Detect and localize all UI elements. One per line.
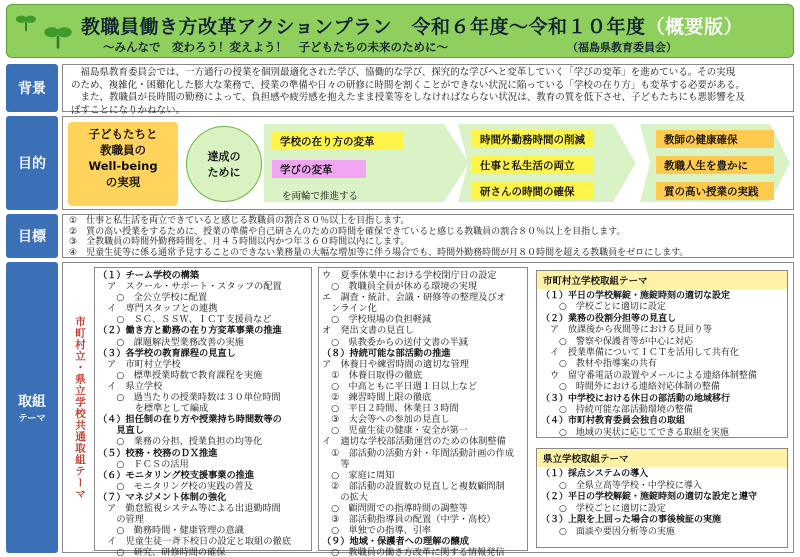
target-item: ② 質の高い授業をするために、授業の準備や自己研さんのための時間を確保できていると感じる教職員の割合８０％以上を目指します。 — [69, 226, 626, 237]
target-item: ① 仕事と私生活を両立できていると感じる教職員の割合８０％以上を目指します。 — [69, 216, 410, 226]
common-theme-column-1 — [94, 267, 312, 557]
prefectural-theme-list — [537, 467, 787, 541]
initiative-item: （２）業務の役割分担等の見直し — [541, 313, 677, 324]
initiative-item: ○ 教材や指導案の共有 — [541, 359, 657, 370]
initiative-item: ○ 教職員全員が休める環境の実現 — [322, 281, 478, 293]
initiative-item: ○ 中高ともに平日週１日以上など — [322, 380, 478, 392]
school-reform-pill: 学校の在り方の変革 — [272, 132, 404, 150]
initiative-item: ア 勤怠監視システム等による出退勤時間 — [98, 502, 281, 514]
initiative-item: ア 休養日や練習時間の適切な管理 — [322, 358, 469, 370]
learning-reform-pill: 学びの変革 — [272, 160, 366, 178]
initiative-item: ○ ＦＣＳの活用 — [98, 458, 189, 470]
title-main: 教職員働き方改革アクションプラン 令和６年度〜令和１０年度 — [81, 16, 646, 38]
municipal-theme-title: 市町村立学校取組テーマ — [537, 271, 787, 289]
initiative-item: ③ 大会等への参加の見直し — [322, 414, 450, 426]
initiative-item: ① 休養日取得の徹底 — [322, 369, 423, 381]
target-item: ④ 児童生徒等に係る通常予見することのできない業務量の大幅な増加等に伴う場合でも、時間外勤務時間が月８０時間を超える教職員をゼロにします。 — [69, 247, 689, 258]
goal-pill-overtime: 時間外勤務時間の削減 — [472, 130, 594, 148]
initiative-item: イ 児童生徒一斉下校日の設定と取組の徹底 — [98, 536, 291, 548]
header-banner — [6, 4, 794, 58]
initiative-item: エ 調査・統計、会議・研修等の整理及びオ — [322, 292, 506, 304]
initiative-item: ○ 教職員の働き方改革に関する情報発信 — [322, 547, 505, 557]
prefectural-theme-box — [536, 448, 788, 548]
initiative-item: ア スクール・サポート・スタッフの配置 — [98, 281, 282, 293]
initiative-item: ○ 児童生徒の健康・安全が第一 — [322, 425, 468, 437]
initiative-item: （７）マネジメント体制の強化 — [98, 491, 227, 503]
wellbeing-line: 子どもたちと — [88, 127, 158, 141]
background-text — [62, 64, 794, 116]
background-line: のため、複雑化・困難化した膨大な業務で、授業の準備や日々の研修に時間を割くことができない状況に陥っている「学校の在り方」も変革する必要がある。 — [71, 79, 745, 91]
both-wheels-note: を両輪で推進する — [282, 191, 359, 202]
initiative-item: （３）各学校の教育課程の見直し — [98, 347, 236, 359]
initiative-item: ○ 顧問間での指導時間の調整等 — [322, 502, 468, 514]
title-suffix: （概要版） — [645, 16, 744, 38]
background-line: 福島県教育委員会では、一方通行の授業を個別最適化された学び、協働的な学び、探究的な学びへと変革していく「学びの変革」を進めている。その実現 — [80, 67, 736, 78]
initiative-item: ③ 部活動指導員の配置（中学・高校） — [322, 514, 496, 526]
initiative-item: ○ 県教委からの送付文書の半減 — [322, 336, 468, 348]
initiative-item: ○ 面談や要因分析等の実施 — [541, 526, 675, 537]
initiative-item: ○ 過当たりの授業時数は３０単位時間 — [98, 392, 281, 404]
initiative-item: （３）上限を上回った場合の事後検証の実施 — [541, 515, 722, 526]
section-label-initiatives — [6, 262, 58, 553]
initiative-item: ○ 全県立高等学校・中学校に導入 — [541, 480, 702, 491]
section-label-purpose: 目的 — [6, 116, 58, 210]
sprout-icon — [15, 11, 37, 33]
initiative-item: ○ 標準授業時数で教育課程を実施 — [98, 369, 263, 381]
initiative-item: ○ 学校ごとに適切に設定 — [541, 503, 666, 514]
common-theme-column-2 — [318, 267, 528, 557]
initiative-item: ○ 勤務時間・健康管理の意識 — [98, 525, 244, 537]
initiative-item: ○ 平日２時間、休業日３時間 — [322, 403, 459, 415]
sprout-icon — [43, 21, 73, 51]
initiative-item: （１）平日の学校解錠・施錠時刻の適切な設定 — [541, 291, 731, 301]
initiative-item: ○ 業務の分担、授業負担の均等化 — [98, 436, 263, 448]
initiative-item: ○ 学校ごとに適切に設定 — [541, 302, 666, 313]
initiative-item: ○ 単独での指導、引率 — [322, 525, 432, 537]
initiative-item: （２）平日の学校解錠・施錠時刻の適切な設定と遵守 — [541, 492, 758, 503]
outcome-pill-career: 教職人生を豊かに — [656, 156, 774, 174]
initiative-item: （６）モニタリング校支援事業の推進 — [98, 469, 255, 481]
page-title — [81, 12, 743, 39]
section-label-target: 目標 — [6, 214, 58, 258]
achievement-cloud — [186, 126, 262, 202]
target-item: ③ 全教職員の時間外勤務時間を、月４５時間以内かつ年３６０時間以内にします。 — [69, 237, 410, 247]
initiative-item: （８）持続可能な部活動の推進 — [322, 347, 451, 359]
initiative-item: イ 適切な学校部活動運営のための体制整備 — [322, 436, 506, 448]
wellbeing-box — [68, 122, 178, 206]
goal-pill-balance: 仕事と私生活の両立 — [472, 156, 594, 174]
initiative-item: の管理 — [98, 514, 144, 526]
initiative-item: ② 部活動の設置数の見直しと複数顧問制 — [322, 480, 505, 492]
initiative-item: ンライン化 — [322, 303, 377, 315]
initiative-item: ○ 研究、研修時間の確保 — [98, 547, 226, 557]
municipal-theme-list — [537, 289, 787, 441]
cloud-line: ために — [207, 166, 241, 179]
organization-name: （福島県教育委員会） — [567, 41, 677, 54]
initiative-item: の拡大 — [322, 491, 368, 503]
initiative-item: ウ 留守番電話の設置やメールによる連絡体制整備 — [541, 370, 757, 381]
initiative-item: ウ 夏季休業中における学校閉庁日の設定 — [322, 270, 497, 281]
initiatives-label: 取組 — [18, 394, 46, 410]
initiative-item: ① 部活動の活動方針・年間活動計画の作成 — [322, 447, 514, 459]
initiatives-sublabel: テーマ — [18, 414, 46, 424]
background-line: また、教職員が長時間の勤務によって、負担感や疲労感を抱えたまま授業等をしなければならない状況は、教育の質を低下させ、子どもたちにも悪影響を及 — [80, 92, 746, 103]
target-list — [62, 214, 794, 258]
initiative-item: （５）校務・校務のＤＸ推進 — [98, 447, 218, 459]
initiative-item: ア 放課後から夜間等における見回り等 — [541, 325, 713, 336]
outcome-pill-health: 教師の健康確保 — [656, 130, 774, 148]
initiative-item: （９）地域・保護者への理解の醸成 — [322, 536, 469, 548]
initiative-item: イ 授業準備についてＩＣＴを活用して共有化 — [541, 348, 739, 359]
initiative-item: 等 — [322, 458, 350, 470]
initiative-item: イ 専門スタッフとの連携 — [98, 303, 218, 315]
initiative-item: （４）担任制の在り方や授業持ち時間数等の — [98, 414, 282, 426]
initiative-item: ○ 課題解決型業務改善の実施 — [98, 336, 244, 348]
initiative-item: イ 県立学校 — [98, 380, 163, 392]
initiative-item: （４）市町村教育委員会独自の取組 — [541, 416, 686, 427]
initiative-item: （３）中学校における休日の部活動の地域移行 — [541, 393, 731, 404]
section-label-background: 背景 — [6, 64, 58, 112]
initiative-item: 見直し — [98, 425, 144, 437]
initiative-item: ○ 地域の実状に応じてできる取組を実施 — [541, 427, 729, 438]
outcome-pill-lesson: 質の高い授業の実践 — [656, 182, 774, 200]
initiative-item: ア 市町村立学校 — [98, 358, 181, 370]
initiative-item: ② 練習時間上限の徹底 — [322, 392, 432, 404]
initiative-item: （１）チーム学校の構築 — [98, 270, 200, 281]
goal-pill-training: 研さんの時間の確保 — [472, 182, 594, 200]
prefectural-theme-title: 県立学校取組テーマ — [537, 449, 787, 467]
initiative-item: ○ 警察や保護者等が中心に対応 — [541, 336, 693, 347]
wellbeing-line: Well-being — [88, 159, 158, 173]
background-line: ぼすことになりかねない。 — [71, 104, 186, 116]
initiative-item: を標準として編成 — [98, 403, 209, 415]
initiative-item: ○ 学校現場の負担軽減 — [322, 314, 432, 326]
common-theme-vertical-label: 市町村立・県立学校共通取組テーマ — [74, 315, 86, 500]
initiative-item: ○ 持続可能な部活動環境の整備 — [541, 405, 693, 416]
initiative-item: （１）採点システムの導入 — [541, 469, 649, 479]
initiative-item: （２）働き方と勤務の在り方変革事業の推進 — [98, 325, 282, 337]
initiative-item: オ 発出文書の見直し — [322, 325, 414, 337]
municipal-theme-box — [536, 270, 788, 438]
wellbeing-line: 教職員の — [100, 143, 146, 157]
wellbeing-line: の実現 — [105, 175, 141, 189]
page-subtitle: 〜みんなで 変わろう！変えよう！ 子どもたちの未来のために〜 — [103, 40, 448, 54]
cloud-line: 達成の — [207, 150, 241, 163]
initiative-item: ○ 時間外における連絡対応体制の整備 — [541, 382, 720, 393]
initiative-item: ○ 家庭に周知 — [322, 469, 395, 481]
initiative-item: ○ モニタリング校の実践の普及 — [98, 480, 253, 492]
initiative-item: ○ ＳＣ、ＳＳＷ、ＩＣＴ支援員など — [98, 314, 272, 326]
initiative-item: ○ 全公立学校に配置 — [98, 292, 208, 304]
